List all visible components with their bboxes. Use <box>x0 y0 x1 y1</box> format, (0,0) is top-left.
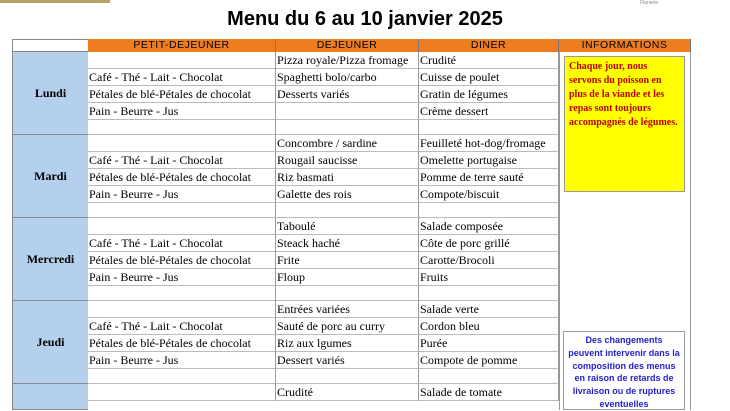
diner-cell: Purée <box>419 335 559 352</box>
day-label: Mercredi <box>12 218 88 301</box>
diner-cell <box>419 120 559 135</box>
petit-dejeuner-cell: Pain - Beurre - Jus <box>88 103 276 120</box>
petit-dejeuner-cell: Pétales de blé-Pétales de chocolat <box>88 252 276 269</box>
dejeuner-cell: Taboulé <box>276 218 419 235</box>
petit-dejeuner-cell: Café - Thé - Lait - Chocolat <box>88 69 276 86</box>
dejeuner-cell: Riz aux lgumes <box>276 335 419 352</box>
diner-cell: Pomme de terre sauté <box>419 169 559 186</box>
dejeuner-cell: Frite <box>276 252 419 269</box>
petit-dejeuner-cell <box>88 52 276 69</box>
diner-cell: Compote/biscuit <box>419 186 559 203</box>
diner-cell: Compote de pomme <box>419 352 559 369</box>
petit-dejeuner-cell: Pain - Beurre - Jus <box>88 186 276 203</box>
diner-cell: Feuilleté hot-dog/fromage <box>419 135 559 152</box>
dejeuner-cell <box>276 103 419 120</box>
petit-dejeuner-cell: Café - Thé - Lait - Chocolat <box>88 152 276 169</box>
header-dejeuner: DEJEUNER <box>276 39 419 52</box>
dejeuner-cell: Galette des rois <box>276 186 419 203</box>
dejeuner-cell: Dessert variés <box>276 352 419 369</box>
info-note-fish: Chaque jour, nous servons du poisson en plus de la viande et les repas sont toujours accompagnés de légumes. <box>564 56 685 192</box>
top-decoration-bar <box>0 0 110 3</box>
petit-dejeuner-cell <box>88 135 276 152</box>
diner-cell: Salade composée <box>419 218 559 235</box>
dejeuner-cell: Spaghetti bolo/carbo <box>276 69 419 86</box>
day-label: Jeudi <box>12 301 88 384</box>
header-diner: DINER <box>419 39 559 52</box>
diner-cell <box>419 369 559 384</box>
diner-cell: Omelette portugaise <box>419 152 559 169</box>
diner-cell: Salade de tomate <box>419 384 559 401</box>
dejeuner-cell: Sauté de porc au curry <box>276 318 419 335</box>
petit-dejeuner-cell: Pétales de blé-Pétales de chocolat <box>88 86 276 103</box>
petit-dejeuner-cell <box>88 384 276 401</box>
petit-dejeuner-cell <box>88 120 276 135</box>
petit-dejeuner-cell: Café - Thé - Lait - Chocolat <box>88 235 276 252</box>
diner-cell: Crudité <box>419 52 559 69</box>
info-note-changes: Des changements peuvent intervenir dans la composition des menus en raison de retards de livraison ou de ruptures eventuelles <box>563 331 685 410</box>
petit-dejeuner-cell <box>88 286 276 301</box>
dejeuner-cell: Crudité <box>276 384 419 401</box>
diner-cell: Carotte/Brocoli <box>419 252 559 269</box>
petit-dejeuner-cell: Pétales de blé-Pétales de chocolat <box>88 335 276 352</box>
day-label <box>12 384 88 410</box>
dejeuner-cell: Desserts variés <box>276 86 419 103</box>
diner-cell: Côte de porc grillé <box>419 235 559 252</box>
header-informations: INFORMATIONS <box>559 39 691 52</box>
dejeuner-cell: Concombre / sardine <box>276 135 419 152</box>
dejeuner-cell: Pizza royale/Pizza fromage <box>276 52 419 69</box>
dejeuner-cell: Rougail saucisse <box>276 152 419 169</box>
dejeuner-cell: Entrées variées <box>276 301 419 318</box>
petit-dejeuner-cell <box>88 203 276 218</box>
day-label: Mardi <box>12 135 88 218</box>
petit-dejeuner-cell <box>88 301 276 318</box>
dejeuner-cell: Riz basmati <box>276 169 419 186</box>
dejeuner-cell <box>276 120 419 135</box>
diner-cell: Salade verte <box>419 301 559 318</box>
petit-dejeuner-cell: Pain - Beurre - Jus <box>88 352 276 369</box>
petit-dejeuner-cell: Café - Thé - Lait - Chocolat <box>88 318 276 335</box>
dejeuner-cell: Steack haché <box>276 235 419 252</box>
petit-dejeuner-cell: Pain - Beurre - Jus <box>88 269 276 286</box>
petit-dejeuner-cell <box>88 218 276 235</box>
header-blank-cell <box>12 39 88 52</box>
header-petit-dejeuner: PETIT-DEJEUNER <box>88 39 276 52</box>
dejeuner-cell <box>276 286 419 301</box>
petit-dejeuner-cell: Pétales de blé-Pétales de chocolat <box>88 169 276 186</box>
diner-cell <box>419 286 559 301</box>
day-label: Lundi <box>12 52 88 135</box>
diner-cell <box>419 203 559 218</box>
dejeuner-cell <box>276 369 419 384</box>
diner-cell: Fruits <box>419 269 559 286</box>
diner-cell: Cordon bleu <box>419 318 559 335</box>
diner-cell: Crème dessert <box>419 103 559 120</box>
dejeuner-cell: Floup <box>276 269 419 286</box>
diner-cell: Cuisse de poulet <box>419 69 559 86</box>
top-tag: Flanerie <box>640 0 659 6</box>
dejeuner-cell <box>276 203 419 218</box>
petit-dejeuner-cell <box>88 369 276 384</box>
page-title: Menu du 6 au 10 janvier 2025 <box>227 8 503 30</box>
diner-cell: Gratin de légumes <box>419 86 559 103</box>
